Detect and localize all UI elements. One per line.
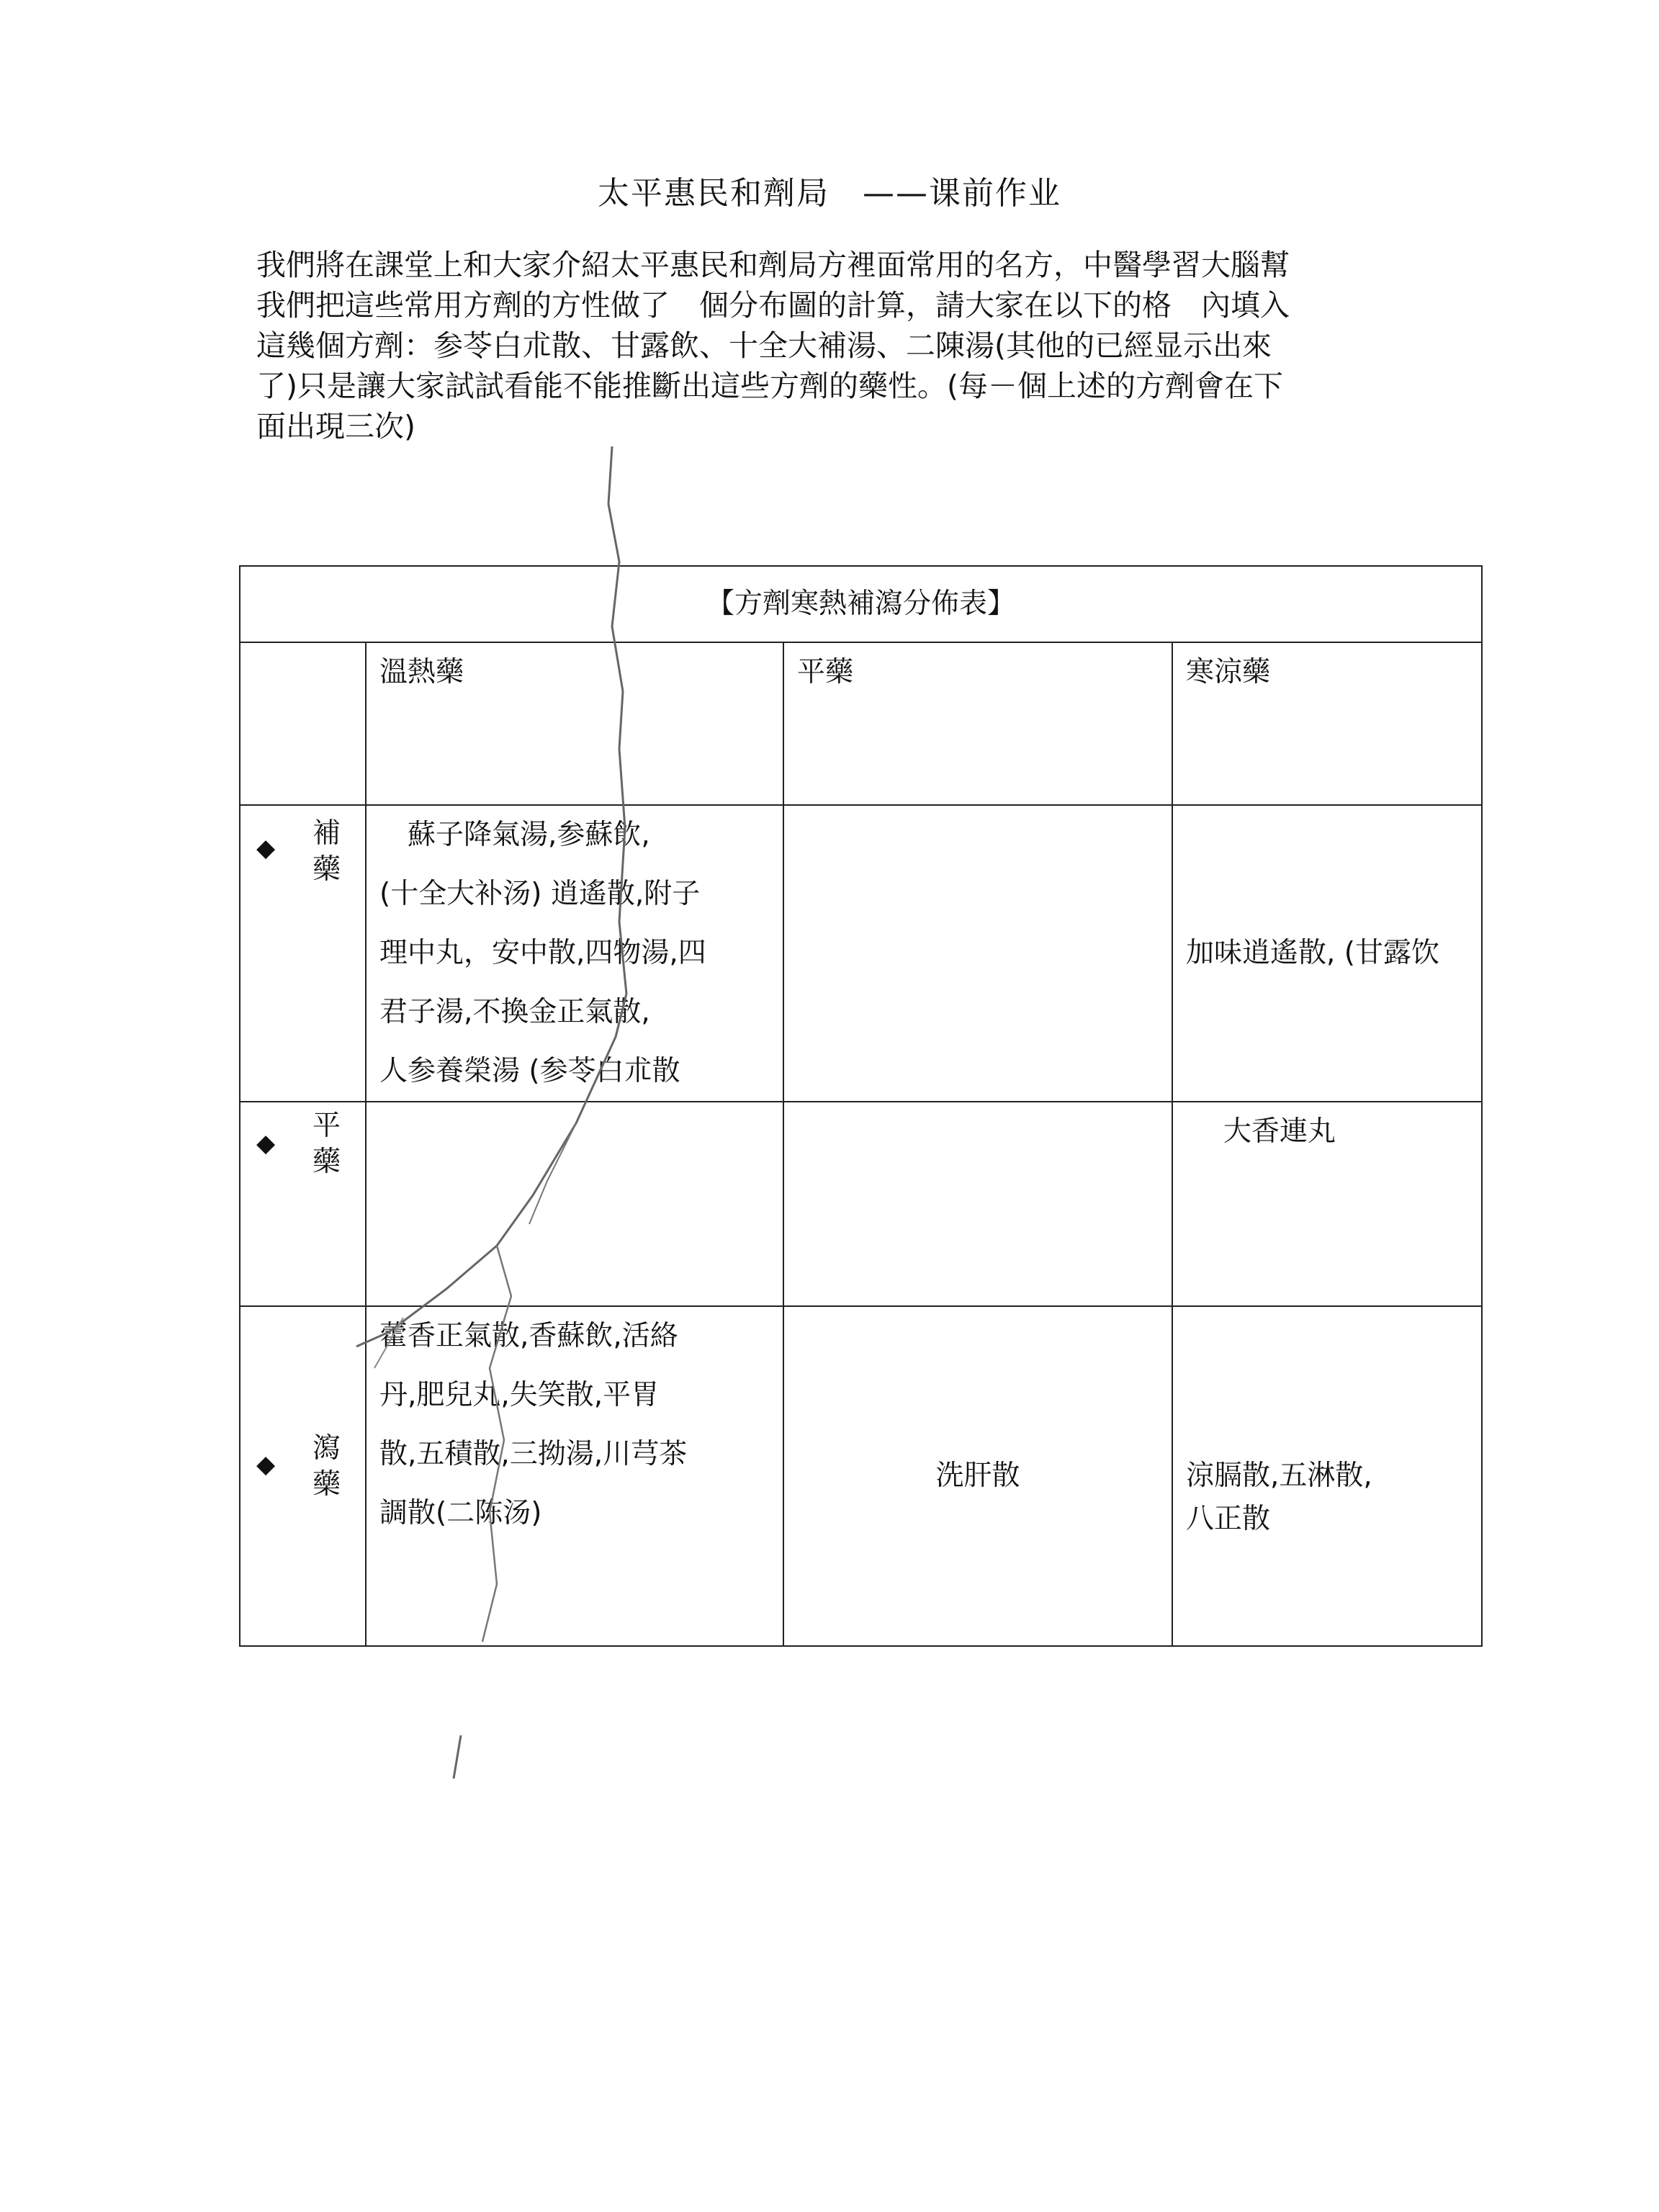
formula-entry: 加味逍遙散, (甘露饮 (1186, 937, 1440, 969)
formula-entry: 洗肝散 (935, 1460, 1020, 1492)
cell-tonify-neutral (783, 805, 1172, 1102)
row-label-neutral (240, 1102, 366, 1306)
instruction-line: 我們把這些常用方劑的方性做了 個分布圖的計算，請大家在以下的格 內填入 (256, 288, 1290, 323)
column-header-neutral: 平藥 (783, 642, 1172, 805)
cell-purge-neutral (783, 1306, 1172, 1646)
column-header-warm: 溫熱藥 (366, 642, 783, 805)
column-header-cold: 寒涼藥 (1172, 642, 1482, 805)
cell-neutral-neutral (783, 1102, 1172, 1306)
row-label-text: 補藥 (313, 817, 341, 886)
cell-purge-cold (1172, 1306, 1482, 1646)
instruction-line: 我們將在課堂上和大家介紹太平惠民和劑局方裡面常用的名方，中醫學習大腦幫 (256, 248, 1290, 282)
row-label-purge (240, 1306, 366, 1646)
row-label-text: 瀉藥 (313, 1432, 341, 1501)
formula-line: 丹,肥兒丸,失笑散,平胃 (379, 1379, 660, 1411)
cell-purge-warm (366, 1306, 783, 1646)
cell-neutral-cold (1172, 1102, 1482, 1306)
formula-line: 調散(二陈汤) (379, 1497, 542, 1529)
page-title: 太平惠民和劑局 ——课前作业 (598, 175, 1061, 212)
instructions (256, 245, 1423, 446)
corner-cell (240, 642, 366, 805)
formula-line: 藿香正氣散,香蘇飲,活絡 (379, 1320, 678, 1352)
cell-tonify-cold (1172, 805, 1482, 1102)
table-title: 【方劑寒熱補瀉分佈表】 (240, 566, 1482, 642)
cell-tonify-warm (366, 805, 783, 1102)
formula-entry: 大香連丸 (1223, 1115, 1336, 1148)
formula-line: 人参養榮湯 (参苓白朮散 (379, 1055, 680, 1087)
formula-line: 散,五積散,三拗湯,川芎茶 (379, 1438, 688, 1470)
diamond-bullet-icon: ◆ (256, 834, 276, 863)
row-label-text: 平藥 (313, 1110, 341, 1178)
diamond-bullet-icon: ◆ (256, 1450, 276, 1479)
formula-line: 君子湯,不換金正氣散, (379, 996, 650, 1028)
formula-line: 蘇子降氣湯,参蘇飲, (379, 819, 650, 851)
instruction-line: 這幾個方劑：参苓白朮散、甘露飲、十全大補湯、二陳湯(其他的已經显示出來 (256, 328, 1272, 363)
formula-entry: 涼膈散,五淋散, 八正散 (1186, 1460, 1372, 1535)
formula-line: 理中丸，安中散,四物湯,四 (379, 937, 706, 969)
instruction-line: 面出現三次) (256, 409, 415, 444)
formula-distribution-table (239, 565, 1483, 1647)
cell-neutral-warm (366, 1102, 783, 1306)
diamond-bullet-icon: ◆ (256, 1129, 276, 1158)
formula-line: (十全大补汤) 逍遙散,附子 (379, 878, 701, 910)
row-label-tonify (240, 805, 366, 1102)
instruction-line: 了)只是讓大家試試看能不能推斷出這些方劑的藥性。(每－個上述的方劑會在下 (256, 369, 1283, 403)
